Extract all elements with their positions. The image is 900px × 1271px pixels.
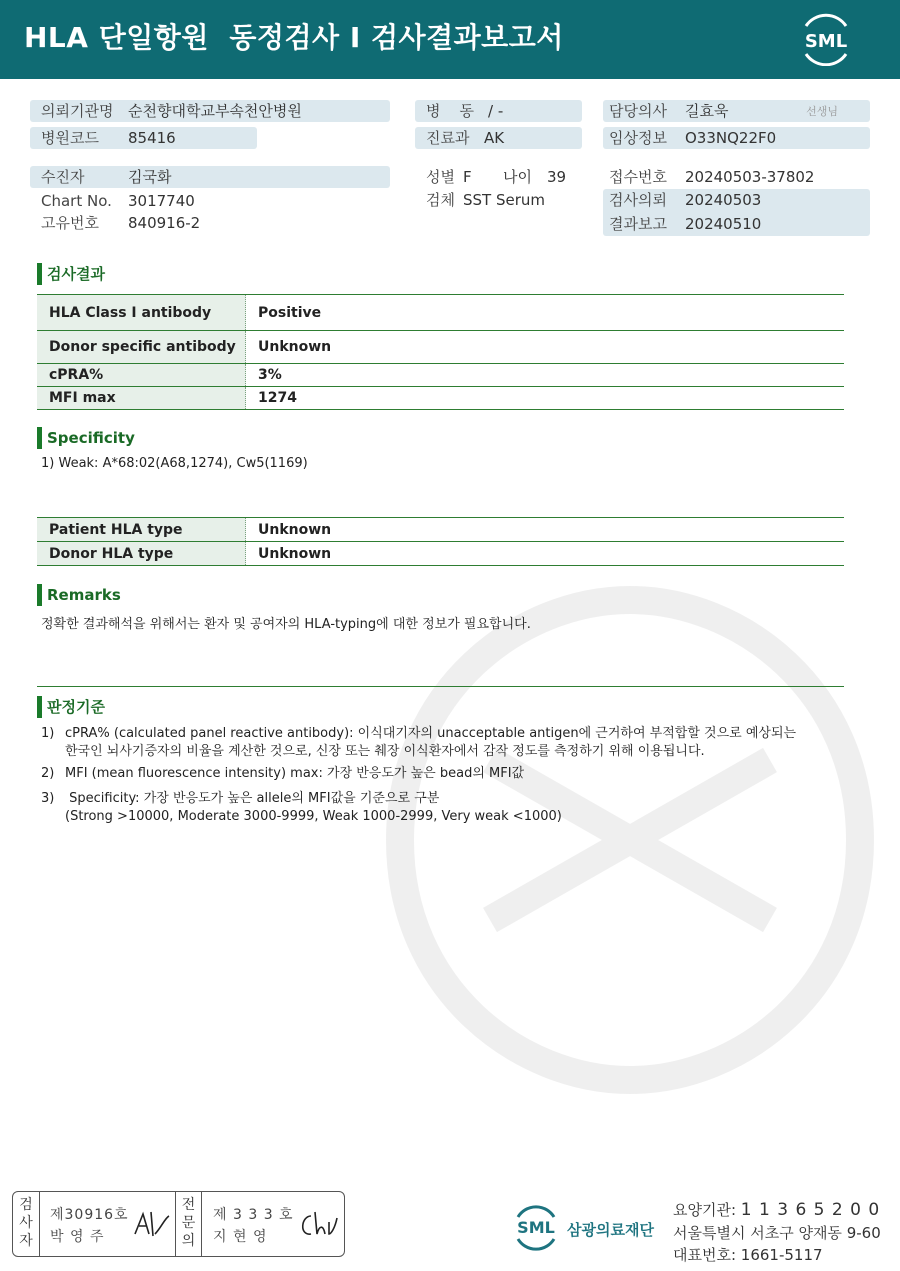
table-row: [37, 387, 844, 410]
clinical-value: O33NQ22F0: [685, 129, 777, 147]
table-row: [37, 542, 844, 566]
id-label: 고유번호: [41, 214, 99, 232]
sex-value: F: [463, 168, 472, 186]
table-row: [37, 331, 844, 364]
result-label: HLA Class I antibody: [37, 295, 246, 330]
chart-label: Chart No.: [41, 192, 112, 210]
svg-text:SML: SML: [517, 1218, 555, 1237]
results-heading: 검사결과: [37, 263, 105, 285]
doctor-value: 길효욱: [685, 102, 729, 120]
table-row: [37, 295, 844, 331]
patient-value: 김국화: [128, 168, 172, 186]
requester-label: 의뢰기관명: [41, 102, 114, 120]
specimen-field: [415, 189, 585, 211]
footer-phone-value: 1661-5117: [740, 1246, 823, 1264]
table-row: [37, 518, 844, 542]
examiner-signature: [131, 1208, 175, 1242]
criteria-item: [41, 725, 796, 761]
result-label: cPRA%: [37, 364, 246, 386]
age-label: 나이: [503, 168, 532, 186]
sex-label: 성별: [426, 168, 455, 186]
dates-field: [603, 189, 870, 236]
sml-footer-logo: [510, 1201, 562, 1253]
specialist-name: 지 현 영: [213, 1229, 268, 1245]
patient-field: [30, 166, 390, 188]
department-label: 진료과: [426, 129, 470, 147]
request-date-label: 검사의뢰: [609, 191, 667, 209]
remarks-text: 정확한 결과해석을 위해서는 환자 및 공여자의 HLA-typing에 대한 정보가 필요합니다.: [41, 617, 531, 632]
receipt-value: 20240503-37802: [685, 168, 815, 186]
requester-field: [30, 100, 390, 122]
requester-value: 순천향대학교부속천안병원: [128, 102, 302, 120]
hospital-code-value: 85416: [128, 129, 176, 147]
specialist-label-text: 전 문 의: [181, 1197, 196, 1249]
footer-code-value: 1 1 3 6 5 2 0 0: [740, 1200, 881, 1220]
result-label: MFI max: [37, 387, 246, 409]
id-field: [30, 212, 390, 234]
svg-text:SML: SML: [804, 31, 848, 52]
specimen-label: 검체: [426, 191, 455, 209]
doctor-field: [603, 100, 870, 122]
signature-box: [12, 1191, 345, 1257]
doctor-suffix: 선생님: [806, 105, 838, 118]
table-row: [37, 364, 844, 387]
criteria-heading: 판정기준: [37, 696, 105, 718]
footer-code-label: 요양기관:: [673, 1201, 737, 1219]
sml-logo: [796, 12, 856, 66]
receipt-label: 접수번호: [609, 168, 667, 186]
patient-label: 수진자: [41, 168, 85, 186]
criteria-num: 3): [41, 791, 55, 806]
hla-type-table: [37, 517, 844, 566]
footer-address: 서울특별시 서초구 양재동 9-60: [673, 1224, 881, 1242]
criteria-item: [41, 765, 524, 783]
request-date-value: 20240503: [685, 191, 762, 209]
age-value: 39: [547, 168, 567, 186]
hla-type-value: Unknown: [258, 521, 332, 538]
footer-phone: [673, 1244, 823, 1265]
result-value: 1274: [258, 390, 297, 406]
results-table: [37, 294, 844, 410]
remarks-heading: Remarks: [37, 584, 121, 606]
hla-type-label: Donor HLA type: [37, 542, 246, 565]
specificity-heading: Specificity: [37, 427, 135, 449]
footer-code: [673, 1199, 880, 1220]
result-label: Donor specific antibody: [37, 331, 246, 363]
hospital-code-field: [30, 127, 257, 149]
department-value: AK: [484, 129, 505, 147]
examiner-name: 박 영 주: [50, 1229, 105, 1245]
criteria-item: [41, 790, 562, 826]
criteria-line1: cPRA% (calculated panel reactive antibody): 이식대기자의 unacceptable antigen에 근거하여 부적합할 것으로 예상되는: [65, 726, 797, 741]
report-date-value: 20240510: [685, 215, 762, 233]
clinical-field: [603, 127, 870, 149]
report-date-label: 결과보고: [609, 215, 667, 233]
result-value: Positive: [258, 304, 322, 321]
result-value: Unknown: [258, 339, 332, 355]
ward-field: [415, 100, 582, 122]
footer-phone-label: 대표번호:: [673, 1246, 737, 1264]
hla-type-value: Unknown: [258, 545, 332, 562]
specificity-text: 1) Weak: A*68:02(A68,1274), Cw5(1169): [41, 456, 308, 471]
id-value: 840916-2: [128, 214, 201, 232]
divider: [37, 686, 844, 687]
specimen-value: SST Serum: [463, 191, 546, 209]
criteria-num: 2): [41, 766, 55, 781]
receipt-field: [603, 166, 870, 188]
result-value: 3%: [258, 367, 282, 383]
specialist-label: [175, 1192, 202, 1256]
report-title: HLA 단일항원 동정검사 I 검사결과보고서: [24, 21, 564, 54]
examiner-label: [13, 1192, 40, 1256]
criteria-line2: (Strong >10000, Moderate 3000-9999, Weak 1000-2999, Very weak <1000): [65, 809, 562, 824]
criteria-line1: MFI (mean fluorescence intensity) max: 가장 반응도가 높은 bead의 MFI값: [65, 766, 525, 781]
specialist-signature: [295, 1208, 341, 1242]
examiner-label-text: 검 사 자: [19, 1197, 33, 1249]
report-header: [0, 0, 900, 79]
sex-age-field: [415, 166, 585, 188]
criteria-line1: Specificity: 가장 반응도가 높은 allele의 MFI값을 기준으로 구분: [65, 791, 440, 806]
department-field: [415, 127, 582, 149]
clinical-label: 임상정보: [609, 129, 667, 147]
footer-org-name: 삼광의료재단: [567, 1221, 654, 1239]
ward-value: / -: [488, 102, 504, 120]
doctor-label: 담당의사: [609, 102, 667, 120]
ward-label: 병 동: [426, 102, 475, 120]
watermark-logo: [360, 560, 900, 1120]
criteria-line2: 한국인 뇌사기증자의 비율을 계산한 것으로, 신장 또는 췌장 이식환자에서 감작 정도를 측정하기 위해 이용됩니다.: [65, 744, 705, 759]
chart-value: 3017740: [128, 192, 195, 210]
hla-type-label: Patient HLA type: [37, 518, 246, 541]
specialist-license: 제 3 3 3 호: [213, 1207, 294, 1223]
examiner-license: 제30916호: [50, 1207, 129, 1223]
chart-field: [30, 190, 390, 212]
criteria-num: 1): [41, 726, 55, 741]
hospital-code-label: 병원코드: [41, 129, 99, 147]
